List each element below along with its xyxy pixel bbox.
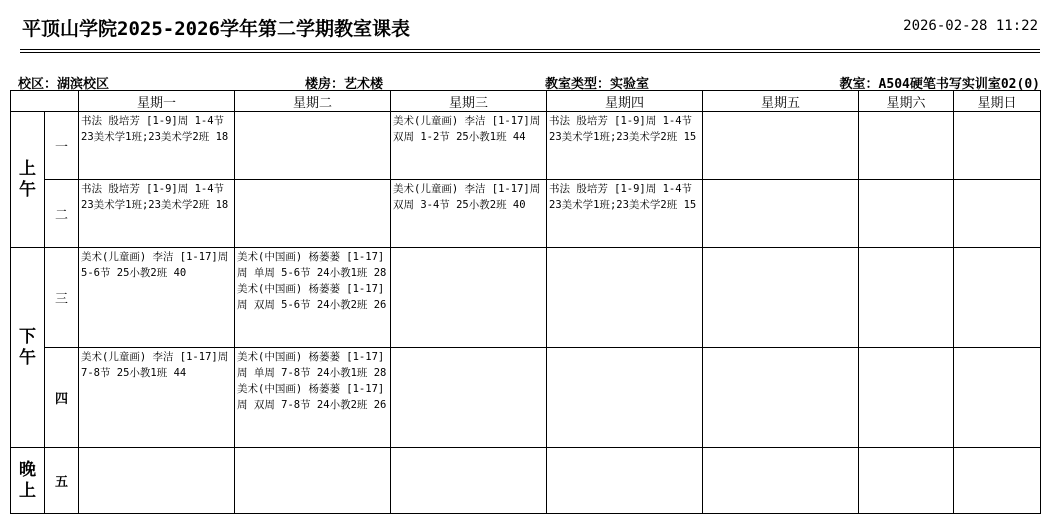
campus-label: 校区：湖滨校区 [18,77,110,92]
course-cell[interactable] [703,348,859,448]
course-cell[interactable] [235,180,391,248]
course-cell[interactable] [547,348,703,448]
slot-label: 四 [45,348,79,448]
print-datetime: 2026-02-28 11:22 [903,18,1038,34]
header-row [11,91,1041,112]
period-char: 午 [19,347,36,368]
course-cell[interactable] [235,448,391,514]
day-header: 星期三 [391,91,547,112]
course-cell[interactable] [235,348,391,448]
title-rule [20,49,1040,50]
course-cell[interactable]: 书法 殷培芳 [1-9]周 1-4节 23美术学1班;23美术学2班 18 [79,180,235,248]
info-bar [18,73,1042,91]
period-char: 下 [19,326,36,347]
period-evening [11,448,45,514]
course-cell[interactable] [235,248,391,348]
table-row [11,248,1041,348]
building-label: 楼房：艺术楼 [305,77,384,92]
course-cell[interactable]: 美术(儿童画) 李洁 [1-17]周 双周 3-4节 25小教2班 40 [391,180,547,248]
day-header: 星期二 [235,91,391,112]
course-cell[interactable] [703,248,859,348]
course-cell[interactable] [79,348,235,448]
course-cell[interactable] [547,248,703,348]
course-cell[interactable] [547,448,703,514]
table-row [11,448,1041,514]
course-cell[interactable] [859,348,954,448]
day-header: 星期一 [79,91,235,112]
course-entry: 美术(儿童画) 李洁 [1-17]周 5-6节 25小教2班 40 [81,251,229,279]
course-cell[interactable] [703,112,859,180]
course-cell[interactable] [391,348,547,448]
course-cell[interactable] [391,248,547,348]
course-cell[interactable] [859,112,954,180]
course-cell[interactable]: 书法 殷培芳 [1-9]周 1-4节 23美术学1班;23美术学2班 15 [547,180,703,248]
course-cell[interactable] [79,448,235,514]
period-char: 晚 [19,459,36,480]
course-cell[interactable]: 书法 殷培芳 [1-9]周 1-4节 23美术学1班;23美术学2班 18 [79,112,235,180]
slot-label: 五 [45,448,79,514]
period-char: 午 [19,179,36,200]
course-entry: 美术(中国画) 杨蒌蒌 [1-17]周 双周 5-6节 24小教2班 26 [237,283,387,311]
course-cell[interactable] [954,348,1041,448]
period-morning [11,112,45,248]
table-row [11,348,1041,448]
course-cell[interactable]: 美术(儿童画) 李洁 [1-17]周 双周 1-2节 25小教1班 44 [391,112,547,180]
course-cell[interactable] [703,448,859,514]
room-label: 教室：A504硬笔书写实训室02(0) [839,77,1040,92]
day-header: 星期六 [859,91,954,112]
course-cell[interactable] [859,448,954,514]
slot-label: 三 [45,248,79,348]
course-cell[interactable] [954,448,1041,514]
course-cell[interactable]: 书法 殷培芳 [1-9]周 1-4节 23美术学1班;23美术学2班 15 [547,112,703,180]
course-cell[interactable] [954,248,1041,348]
room-type-label: 教室类型：实验室 [545,77,650,92]
title-rule-second [20,52,1040,53]
course-cell[interactable] [954,112,1041,180]
course-cell[interactable] [703,180,859,248]
day-header: 星期四 [547,91,703,112]
course-cell[interactable] [859,180,954,248]
course-cell[interactable] [235,112,391,180]
corner-cell [11,91,79,112]
course-cell[interactable] [954,180,1041,248]
slot-label: 一 [45,112,79,180]
day-header: 星期日 [954,91,1041,112]
course-entry: 美术(儿童画) 李洁 [1-17]周 7-8节 25小教1班 44 [81,351,229,379]
period-char: 上 [19,158,36,179]
timetable [10,90,1041,514]
period-char: 上 [19,480,36,501]
page-title: 平顶山学院2025-2026学年第二学期教室课表 [22,18,410,40]
table-row [11,112,1041,180]
course-entry: 美术(中国画) 杨蒌蒌 [1-17]周 单周 5-6节 24小教1班 28 [237,251,387,279]
course-entry: 美术(中国画) 杨蒌蒌 [1-17]周 双周 7-8节 24小教2班 26 [237,383,387,411]
course-cell[interactable] [391,448,547,514]
day-header: 星期五 [703,91,859,112]
course-cell[interactable] [79,248,235,348]
course-cell[interactable] [859,248,954,348]
period-afternoon [11,248,45,448]
course-entry: 美术(中国画) 杨蒌蒌 [1-17]周 单周 7-8节 24小教1班 28 [237,351,387,379]
slot-label: 二 [45,180,79,248]
table-row [11,180,1041,248]
